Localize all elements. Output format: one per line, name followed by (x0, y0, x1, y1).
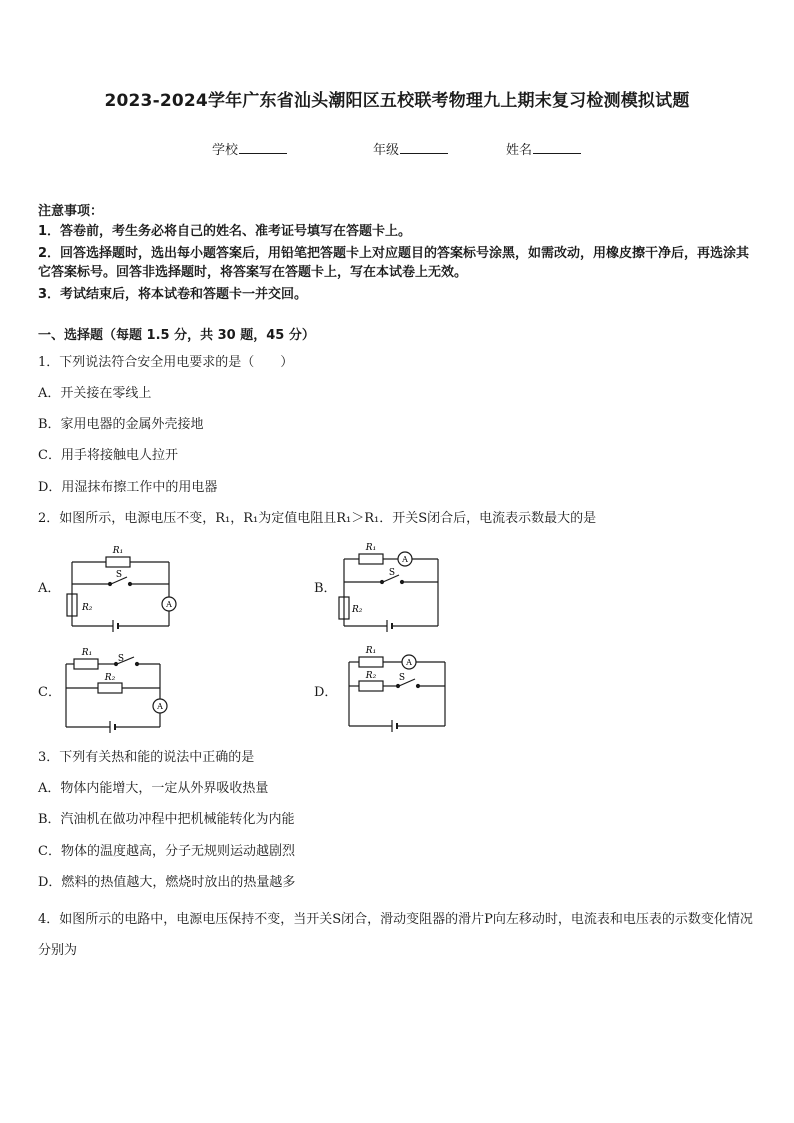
q2-stem: 2．如图所示，电源电压不变，R₁，R₁为定值电阻且R₁＞R₁．开关S闭合后，电流表示数最大的是 (38, 511, 597, 526)
label-r2: R₂ (82, 603, 93, 613)
label-r2: R₂ (352, 605, 363, 615)
q1-option-c[interactable]: C．用手将接触电人拉开 (38, 448, 178, 463)
school-blank[interactable] (239, 142, 287, 154)
label-switch: S (388, 568, 396, 578)
q1-option-a[interactable]: A．开关接在零线上 (38, 386, 152, 401)
notice-heading: 注意事项： (38, 204, 104, 219)
notice-item-2: 2．回答选择题时，选出每小题答案后，用铅笔把答题卡上对应题目的答案标号涂黑，如需改动，用橡皮擦干净后，再选涂其它答案标号。回答非选择题时，将答案写在答题卡上，写在本试卷上无效。 (38, 246, 750, 280)
q1-option-d[interactable]: D．用湿抹布擦工作中的用电器 (38, 480, 218, 495)
circuit-diagram-a (60, 540, 190, 632)
q3-option-d[interactable]: D．燃料的热值越大，燃烧时放出的热量越多 (38, 875, 296, 890)
circuit-diagram-c (60, 643, 180, 735)
circuit-diagram-b (335, 540, 447, 632)
q2-option-c[interactable]: C． (38, 685, 61, 700)
q4-stem: 4．如图所示的电路中，电源电压保持不变，当开关S闭合，滑动变阻器的滑片P向左移动时，电流表和电压表的示数变化情况分别为 (38, 912, 753, 958)
label-r1: R₁ (81, 648, 93, 658)
ammeter-label: A (166, 600, 172, 609)
q2-option-d[interactable]: D． (314, 685, 338, 700)
school-label: 学校 (212, 143, 239, 158)
q3-option-c[interactable]: C．物体的温度越高，分子无规则运动越剧烈 (38, 844, 295, 859)
circuit-diagram-d (342, 643, 452, 735)
q3-stem: 3．下列有关热和能的说法中正确的是 (38, 750, 255, 765)
label-r1: R₁ (112, 546, 124, 556)
q3-option-a[interactable]: A．物体内能增大，一定从外界吸收热量 (38, 781, 269, 796)
label-r2: R₂ (365, 671, 377, 681)
name-field (506, 139, 581, 158)
label-r1: R₁ (365, 543, 377, 553)
q1-stem: 1．下列说法符合安全用电要求的是（ ） (38, 355, 294, 370)
grade-label: 年级 (373, 143, 400, 158)
name-label: 姓名 (506, 143, 533, 158)
grade-blank[interactable] (400, 142, 448, 154)
label-switch: S (117, 654, 125, 664)
q3-option-b[interactable]: B．汽油机在做功冲程中把机械能转化为内能 (38, 812, 295, 827)
school-field (212, 139, 287, 158)
section-heading: 一、选择题（每题 1.5 分，共 30 题，45 分） (38, 328, 315, 343)
notice-item-3: 3．考试结束后，将本试卷和答题卡一并交回。 (38, 287, 308, 302)
ammeter-label: A (402, 555, 408, 564)
grade-field (373, 139, 448, 158)
ammeter-label: A (406, 658, 412, 667)
label-r2: R₂ (104, 673, 116, 683)
q2-option-b[interactable]: B． (314, 581, 337, 596)
page-title: 2023-2024学年广东省汕头潮阳区五校联考物理九上期末复习检测模拟试题 (104, 91, 690, 111)
label-r1: R₁ (365, 646, 377, 656)
label-switch: S (115, 570, 123, 580)
q2-option-a[interactable]: A． (38, 581, 61, 596)
label-switch: S (398, 673, 406, 683)
name-blank[interactable] (533, 142, 581, 154)
q1-option-b[interactable]: B．家用电器的金属外壳接地 (38, 417, 204, 432)
notice-item-1: 1．答卷前，考生务必将自己的姓名、准考证号填写在答题卡上。 (38, 224, 412, 239)
ammeter-label: A (157, 702, 163, 711)
